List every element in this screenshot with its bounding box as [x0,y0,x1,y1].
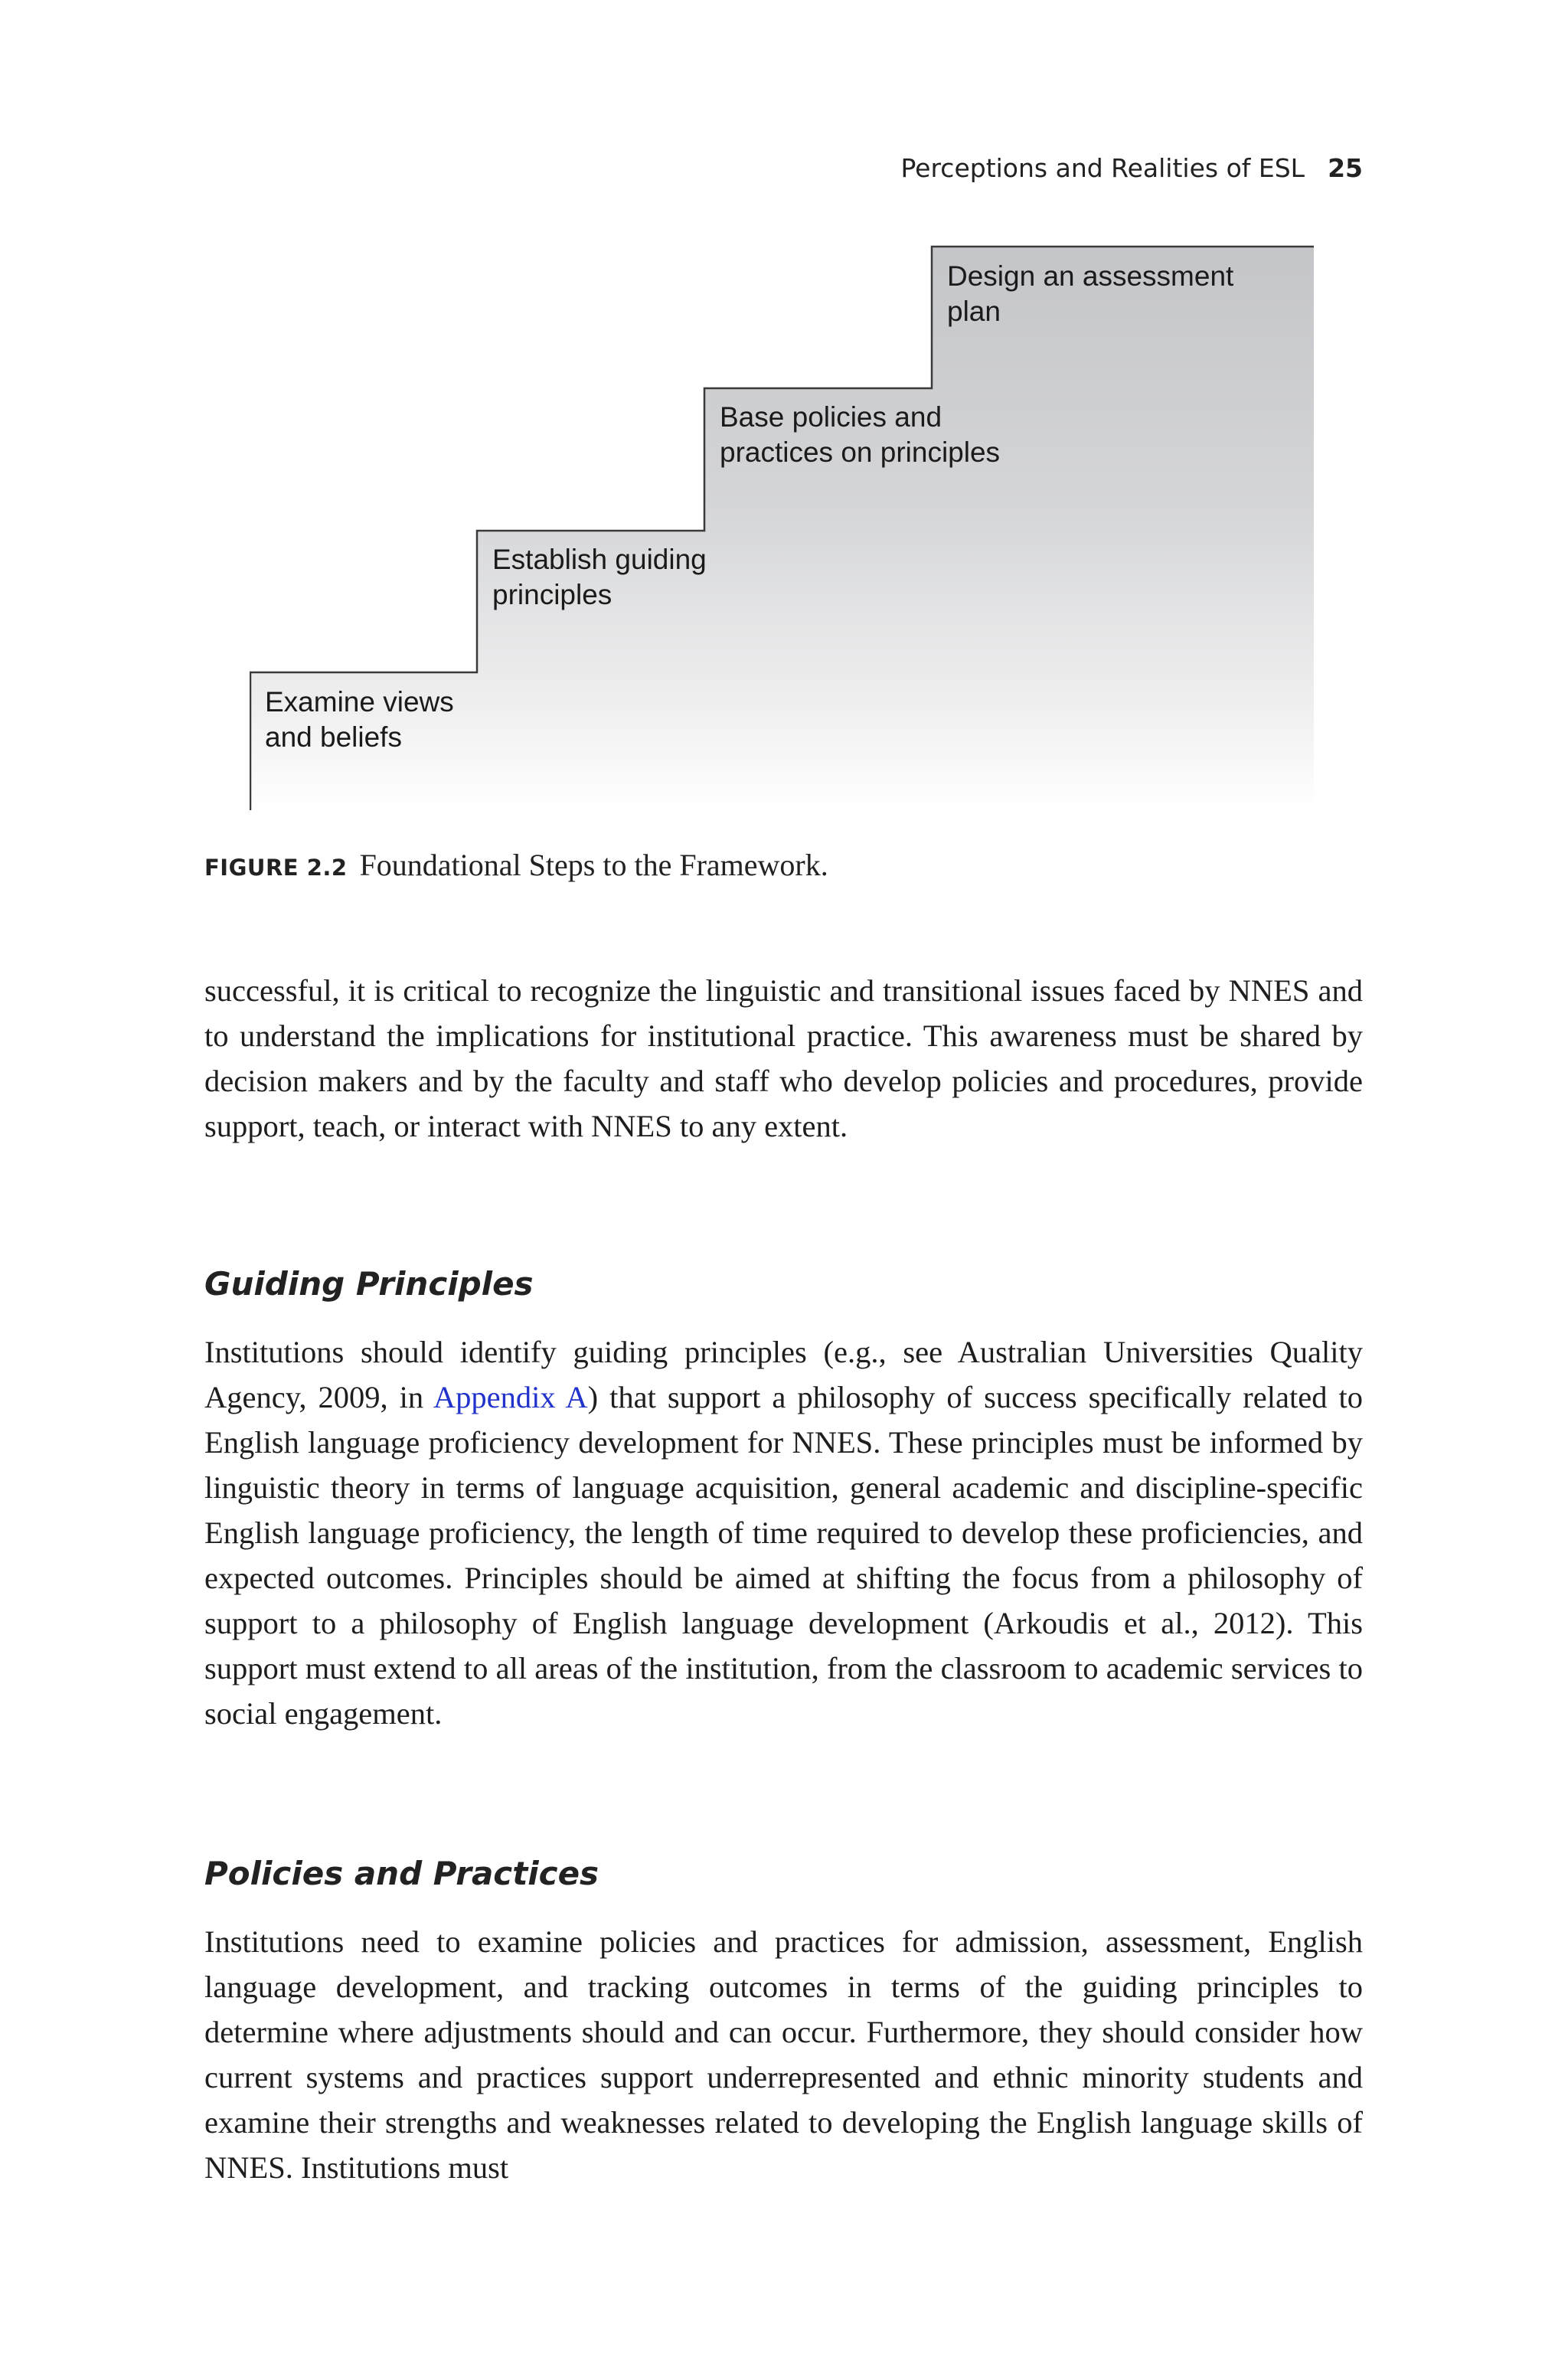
heading-policies-practices: Policies and Practices [204,1855,599,1892]
running-head [900,153,1363,183]
figure-caption-label: FIGURE 2.2 [204,855,348,881]
figure-caption-text: Foundational Steps to the Framework. [359,848,828,882]
paragraph-policies-practices: Institutions need to examine policies and practices for admission, assessment, English language development, and tracking outcomes in terms of the guiding principles to determine where adjustments should and can occur. Furthermore, they should consider how current systems and practices support underrepresented and ethnic minority students and examine their strengths and weaknesses related to developing the English language skills of NNES. Institutions must [204,1924,1363,2185]
guiding-text-after: ) that support a philosophy of success specifically related to English language proficiency development for NNES. These principles must be informed by linguistic theory in terms of language acquisition, general academic and discipline-specific English language proficiency, the length of time required to develop these proficiencies, and expected outcomes. Principles should be aimed at shifting the focus from a philosophy of support to a philosophy of English language development (Arkoudis et al., 2012). This support must extend to all areas of the institution, from the classroom to academic services to social engagement. [204,1380,1363,1731]
step-label-2: Establish guiding principles [492,544,707,610]
step-label-4: Design an assessment plan [947,260,1234,327]
appendix-a-link[interactable]: Appendix A [433,1380,588,1414]
paragraph-guiding-principles [204,1329,1363,1736]
guiding-text-before: Institutions should identify guiding principles (e.g., see Australian Universities Quality Agency, 2009, in [204,1335,1363,1414]
paragraph-intro: successful, it is critical to recognize the linguistic and transitional issues faced by NNES and to understand the implications for institutional practice. This awareness must be shared by decision makers and by the faculty and staff who develop policies and procedures, provide support, teach, or interact with NNES to any extent. [204,973,1363,1143]
figure-caption [204,847,828,883]
staircase-figure [250,245,1314,812]
page-number: 25 [1328,153,1363,183]
step-label-1: Examine views and beliefs [265,686,454,753]
heading-guiding-principles: Guiding Principles [204,1265,534,1303]
running-head-title: Perceptions and Realities of ESL [900,153,1305,183]
step-label-3: Base policies and practices on principles [720,401,1001,468]
